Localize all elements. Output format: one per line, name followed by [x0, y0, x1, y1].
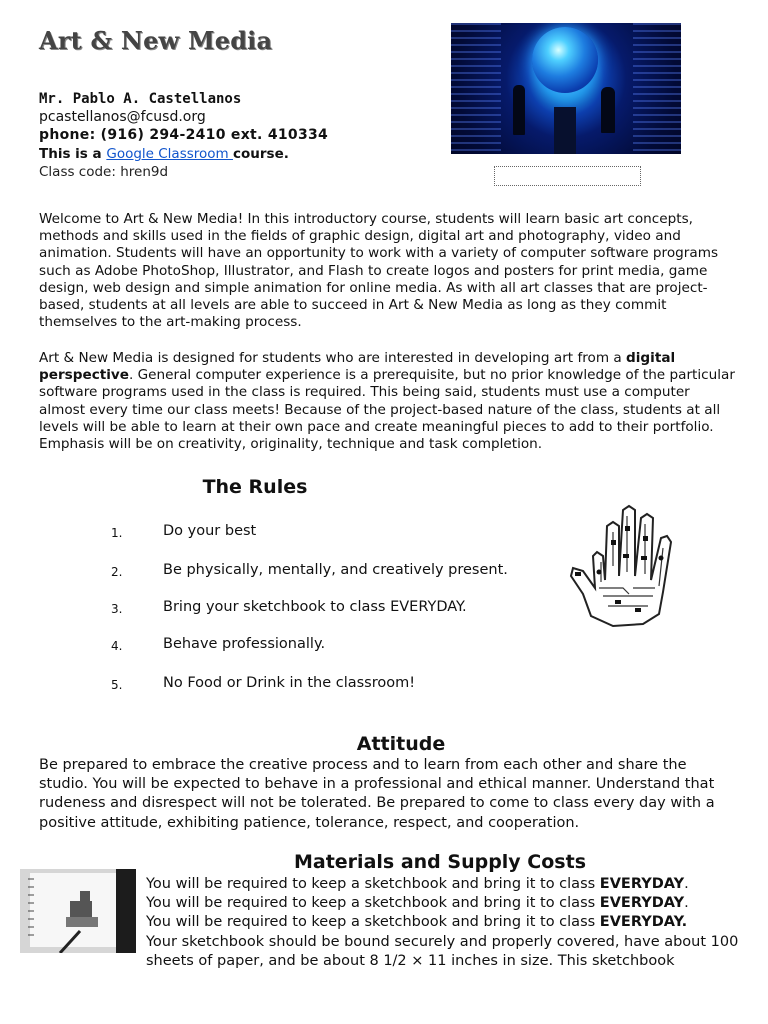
- intro-paragraph-2: [39, 350, 739, 453]
- page-title: Art & New Media: [39, 26, 273, 55]
- rule-number: 5.: [111, 678, 123, 692]
- image-caption-box: [494, 166, 641, 186]
- requirement-text: You will be required to keep a sketchbook and bring it to class: [146, 914, 600, 931]
- rules-heading: The Rules: [202, 476, 308, 498]
- glowing-globe: [532, 27, 598, 93]
- requirement-text: You will be required to keep a sketchbook and bring it to class: [146, 895, 600, 912]
- google-classroom-link[interactable]: Google Classroom: [106, 146, 233, 162]
- requirement-line: [146, 894, 746, 913]
- rule-text: Bring your sketchbook to class EVERYDAY.: [163, 599, 467, 615]
- everyday-bold: EVERYDAY.: [599, 914, 688, 931]
- everyday-bold: EVERYDAY: [599, 876, 685, 892]
- attitude-paragraph: Be prepared to embrace the creative process and to learn from each other and share the studio. You will be expected to behave in a professional and ethical manner. Understand that rudeness and disrespect will not be tolerated. Be prepared to come to class every day with a positive attitude, exhibiting patience, tolerance, respect, and cooperation.: [39, 757, 715, 831]
- rule-text: Do your best: [163, 523, 257, 539]
- rule-number: 4.: [111, 639, 123, 653]
- sketchbook-detail: Your sketchbook should be bound securely and properly covered, have about 100 sheets of paper, and be about 8 1/2 × 11 inches in size. This sketchbook: [146, 933, 739, 969]
- classroom-line: [39, 146, 289, 163]
- visitor-silhouette: [601, 87, 615, 133]
- text-wall-left: [451, 23, 501, 154]
- class-code: Class code: hren9d: [39, 164, 169, 180]
- teacher-email[interactable]: pcastellanos@fcusd.org: [39, 109, 206, 125]
- teacher-phone: phone: (916) 294-2410 ext. 410334: [39, 127, 329, 143]
- circuit-hand-illustration: [563, 496, 698, 631]
- classroom-suffix: course.: [233, 146, 289, 162]
- rule-number: 1.: [111, 526, 123, 540]
- rule-text: Behave professionally.: [163, 636, 326, 652]
- rule-number: 2.: [111, 565, 123, 579]
- rule-text: Be physically, mentally, and creatively present.: [163, 562, 508, 578]
- rule-text: No Food or Drink in the classroom!: [163, 675, 416, 691]
- text-wall-right: [633, 23, 681, 154]
- p2-end: . General computer experience is a prerequisite, but no prior knowledge of the particular software programs used in the class is required. This being said, students must use a computer almost every time our class meets! Because of the project-based nature of the class, students at all levels will be able to learn at their own pace and create meaningful pieces to add to their portfolio. Emphasis will be on creativity, originality, technique and task completion.: [39, 367, 735, 453]
- requirement-line: [146, 913, 746, 932]
- teacher-name: Mr. Pablo A. Castellanos: [39, 91, 242, 107]
- header-photo-globe-installation: [451, 23, 681, 154]
- p2-bold: digital perspective: [39, 350, 676, 384]
- period: .: [684, 876, 689, 892]
- rule-number: 3.: [111, 602, 123, 616]
- intro-paragraph-1: Welcome to Art & New Media! In this introductory course, students will learn basic art concepts, methods and skills used in the fields of graphic design, digital art and photography, video and animation. Students will have an opportunity to work with a variety of computer software programs such as Adobe PhotoShop, Illustrator, and Flash to create logos and posters for print media, game design, web design and simple animation for online media. As with all art classes that are project-based, students at all levels are able to succeed in Art & New Media as long as they commit themselves to the art-making process.: [39, 211, 719, 331]
- p2-start: Art & New Media is designed for students who are interested in developing art from a: [39, 350, 627, 366]
- everyday-bold: EVERYDAY: [599, 895, 685, 912]
- visitor-silhouette: [513, 85, 525, 135]
- requirement-text: You will be required to keep a sketchbook and bring it to class: [146, 876, 600, 892]
- classroom-prefix: This is a: [39, 146, 107, 162]
- pedestal: [554, 107, 576, 154]
- materials-paragraph: [146, 875, 746, 971]
- period: .: [684, 895, 689, 912]
- requirement-line: [146, 875, 746, 894]
- attitude-heading: Attitude: [356, 733, 446, 755]
- sketchbook-photo: [20, 869, 136, 953]
- materials-heading: Materials and Supply Costs: [293, 851, 587, 873]
